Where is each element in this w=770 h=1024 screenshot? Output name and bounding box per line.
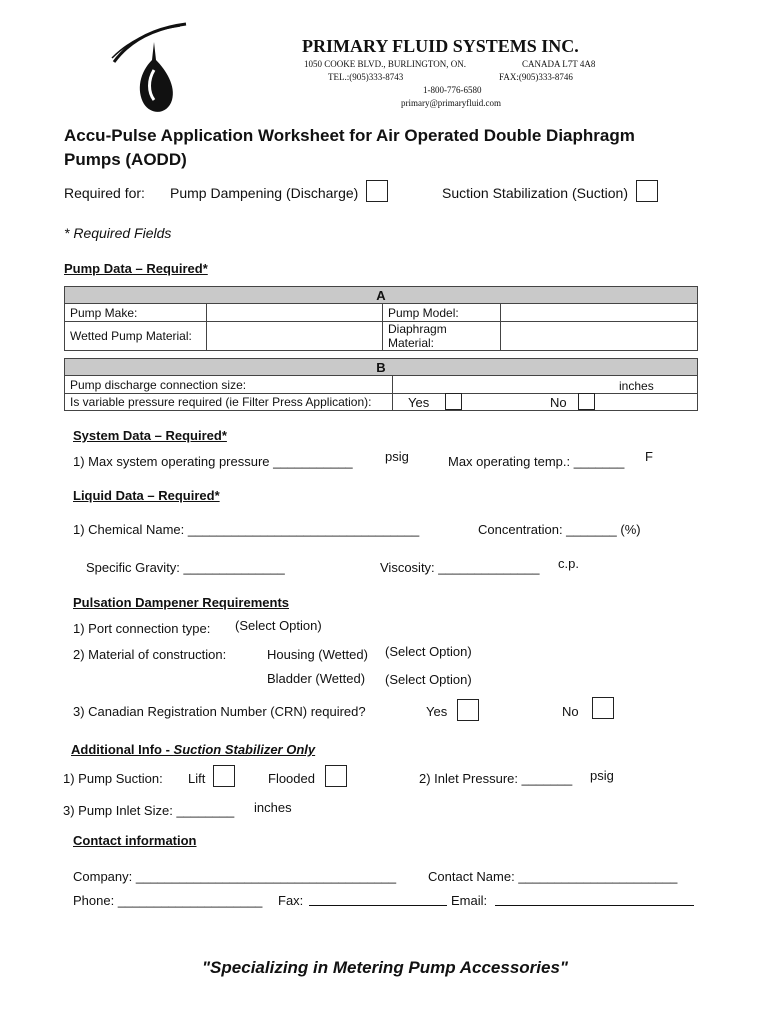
lift-checkbox[interactable] xyxy=(213,765,235,787)
page-title-line1: Accu-Pulse Application Worksheet for Air Operated Double Diaphragm xyxy=(64,126,635,145)
required-for-label: Required for: xyxy=(64,185,145,201)
suction-stabilization-label: Suction Stabilization (Suction) xyxy=(442,185,628,201)
inlet-size-unit: inches xyxy=(254,800,292,815)
table-b-head: B xyxy=(65,359,697,376)
crn-yes-label: Yes xyxy=(426,704,448,719)
inlet-size-field[interactable]: 3) Pump Inlet Size: ________ xyxy=(63,803,235,818)
table-a-head: A xyxy=(65,287,698,304)
pump-make-field[interactable] xyxy=(207,304,383,322)
crn-no-checkbox[interactable] xyxy=(592,697,614,719)
wetted-material-label: Wetted Pump Material: xyxy=(65,322,207,351)
pulsation-heading: Pulsation Dampener Requirements xyxy=(73,595,289,610)
slogan: "Specializing in Metering Pump Accessories" xyxy=(202,958,568,977)
bladder-label: Bladder (Wetted) xyxy=(267,671,366,686)
contact-name-field[interactable]: Contact Name: ______________________ xyxy=(428,869,678,884)
max-temp-field[interactable]: Max operating temp.: _______ xyxy=(448,454,625,469)
company-tel: TEL.:(905)333-8743 xyxy=(328,72,404,82)
required-fields-note: * Required Fields xyxy=(64,225,172,241)
company-name: PRIMARY FLUID SYSTEMS INC. xyxy=(302,36,579,56)
company-tollfree: 1-800-776-6580 xyxy=(423,85,482,95)
variable-no-label: No xyxy=(550,395,567,410)
contact-heading: Contact information xyxy=(73,833,197,848)
chemical-name-field[interactable]: 1) Chemical Name: ________________________________ xyxy=(73,522,420,537)
company-logo xyxy=(110,20,190,125)
pump-dampening-checkbox[interactable] xyxy=(366,180,388,202)
connection-size-field[interactable] xyxy=(400,377,650,392)
viscosity-unit: c.p. xyxy=(558,556,579,571)
pump-model-field[interactable] xyxy=(501,304,698,322)
pressure-unit: psig xyxy=(385,449,409,464)
inlet-pressure-field[interactable]: 2) Inlet Pressure: _______ xyxy=(419,771,573,786)
port-connection-label: 1) Port connection type: xyxy=(73,621,211,636)
company-field[interactable]: Company: ____________________________________ xyxy=(73,869,397,884)
diaphragm-material-field[interactable] xyxy=(501,322,698,351)
lift-label: Lift xyxy=(188,771,206,786)
flooded-label: Flooded xyxy=(268,771,315,786)
company-fax: FAX:(905)333-8746 xyxy=(499,72,573,82)
system-data-heading: System Data – Required* xyxy=(73,428,227,443)
variable-yes-label: Yes xyxy=(408,395,430,410)
crn-label: 3) Canadian Registration Number (CRN) required? xyxy=(73,704,366,719)
flooded-checkbox[interactable] xyxy=(325,765,347,787)
crn-no-label: No xyxy=(562,704,579,719)
variable-no-checkbox[interactable] xyxy=(578,393,595,410)
company-email: primary@primaryfluid.com xyxy=(401,98,502,108)
pump-make-label: Pump Make: xyxy=(65,304,207,322)
housing-select[interactable]: (Select Option) xyxy=(385,644,472,659)
specific-gravity-field[interactable]: Specific Gravity: ______________ xyxy=(86,560,285,575)
company-address: 1050 COOKE BLVD., BURLINGTON, ON. xyxy=(304,59,467,69)
housing-label: Housing (Wetted) xyxy=(267,647,368,662)
email-field[interactable] xyxy=(495,905,694,906)
page-title-line2: Pumps (AODD) xyxy=(64,150,187,169)
additional-info-heading xyxy=(71,742,315,757)
variable-pressure-label: Is variable pressure required (ie Filter Press Application): xyxy=(70,395,372,409)
bladder-select[interactable]: (Select Option) xyxy=(385,672,472,687)
pump-data-table-a xyxy=(64,286,698,351)
suction-stabilization-checkbox[interactable] xyxy=(636,180,658,202)
additional-info-heading-main: Additional Info - xyxy=(71,742,174,757)
material-construction-label: 2) Material of construction: xyxy=(73,647,227,662)
pump-data-heading: Pump Data – Required* xyxy=(64,261,208,276)
temp-unit: F xyxy=(645,449,653,464)
fax-field[interactable] xyxy=(309,905,447,906)
email-label: Email: xyxy=(451,893,488,908)
crn-yes-checkbox[interactable] xyxy=(457,699,479,721)
pump-suction-label: 1) Pump Suction: xyxy=(63,771,163,786)
pump-dampening-label: Pump Dampening (Discharge) xyxy=(170,185,359,201)
concentration-field[interactable]: Concentration: _______ (%) xyxy=(478,522,641,537)
inlet-pressure-unit: psig xyxy=(590,768,614,783)
connection-size-label: Pump discharge connection size: xyxy=(70,378,247,392)
phone-field[interactable]: Phone: ____________________ xyxy=(73,893,263,908)
connection-inches-label: inches xyxy=(619,379,654,393)
variable-yes-checkbox[interactable] xyxy=(445,393,462,410)
max-pressure-field[interactable]: 1) Max system operating pressure ___________ xyxy=(73,454,353,469)
wetted-material-field[interactable] xyxy=(207,322,383,351)
additional-info-heading-sub: Suction Stabilizer Only xyxy=(173,742,316,757)
fax-label: Fax: xyxy=(278,893,304,908)
viscosity-field[interactable]: Viscosity: ______________ xyxy=(380,560,540,575)
company-country: CANADA L7T 4A8 xyxy=(522,59,596,69)
liquid-data-heading: Liquid Data – Required* xyxy=(73,488,220,503)
port-connection-select[interactable]: (Select Option) xyxy=(235,618,322,633)
diaphragm-material-label: Diaphragm Material: xyxy=(383,322,501,351)
pump-model-label: Pump Model: xyxy=(383,304,501,322)
pump-data-table-b xyxy=(64,358,698,411)
